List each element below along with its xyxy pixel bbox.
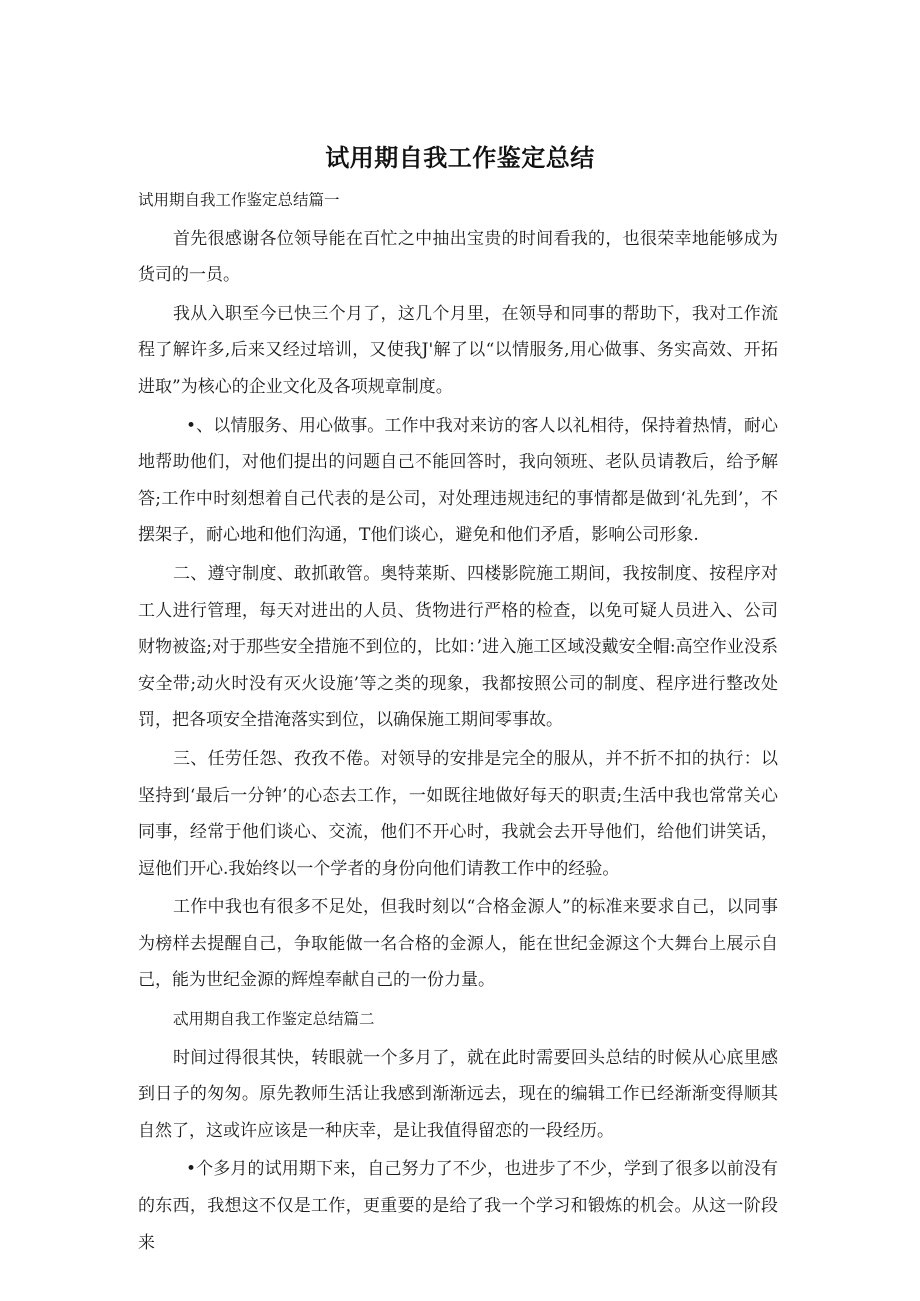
- paragraph: •个多月的试用期下来，自己努力了不少，也进步了不少，学到了很多以前没有的东西，我想这不仅是工作，更重要的是给了我一个学习和锻炼的机会。从这一阶段来: [138, 1159, 778, 1253]
- paragraph: •、以情服务、用心做事。工作中我对来访的客人以礼相待，保持着热情，耐心地帮助他们，对他们提出的问题自己不能回答时，我向领班、老队员请教后，给予解答;工作中时刻想着自己代表的是公司，对处理违规违纪的事情都是做到‘礼先到’，不摆架子，耐心地和他们沟通，T他们谈心，避免和他们矛盾，影响公司形象.: [138, 415, 778, 546]
- paragraph: 我从入职至今已快三个月了，这几个月里，在领导和同事的帮助下，我对工作流程了解许多,后来又经过培训，又使我J'解了以“以情服务,用心做事、务实高效、开拓进取”为核心的企业文化及各项规章制度。: [138, 303, 778, 397]
- paragraph: 三、任劳任怨、孜孜不倦。对领导的安排是完全的服从，并不折不扣的执行：以坚持到‘最后一分钟’的心态去工作，一如既往地做好每天的职责;生活中我也常常关心同事，经常于他们谈心、交流，他们不开心时，我就会去开导他们，给他们讲笑话，逗他们开心.我始终以一个学者的身份向他们请教工作中的经验。: [138, 748, 778, 879]
- section-heading-2: 忒用期自我工作鉴定总结篇二: [173, 1010, 375, 1029]
- paragraph: 二、遵守制度、敢抓敢管。奥特莱斯、四楼影院施工期间，我按制度、按程序对工人进行管理，每天对进出的人员、货物进行严格的检查，以免可疑人员进入、公司财物被盗;对于那些安全措施不到位的，比如：’进入施工区域没戴安全帽:高空作业没系安全带;动火时没有灭火设施’等之类的现象，我都按照公司的制度、程序进行整改处罚，把各项安全措淹落实到位，以确保施工期间零事故。: [138, 563, 778, 731]
- document-title: 试用期自我工作鉴定总结: [325, 144, 595, 172]
- paragraph: 时间过得很其快，转眼就一个多月了，就在此时需要回头总结的时候从心底里感到日子的匆匆。原先教师生活让我感到渐渐远去，现在的编辑工作已经渐渐变得顺其自然了，这或许应该是一种庆幸，是让我值得留恋的一段经历。: [138, 1047, 778, 1141]
- document-body: [138, 182, 778, 1261]
- section-heading-1: 试用期自我工作鉴定总结篇一: [138, 191, 340, 209]
- paragraph: 工作中我也有很多不足处，但我时刻以“合格金源人”的标准来要求自己，以同事为榜样去提醒自己，争取能做一名合格的金源人，能在世纪金源这个大舞台上展示自己，能为世纪金源的辉煌奉献自己的一份力量。: [138, 897, 778, 991]
- paragraph: 首先很感谢各位领导能在百忙之中抽出宝贵的时间看我的，也很荣幸地能够成为货司的一员。: [138, 228, 778, 286]
